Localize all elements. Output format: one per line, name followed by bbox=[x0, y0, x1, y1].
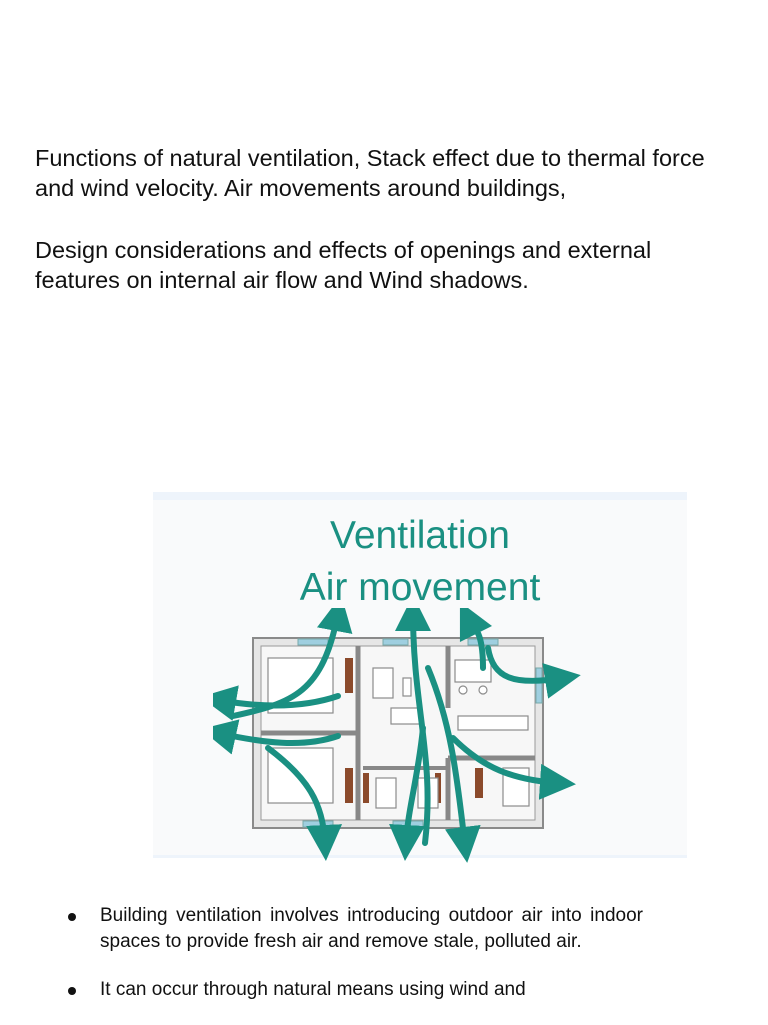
bullet-dot bbox=[68, 987, 76, 995]
list-item bbox=[63, 903, 643, 955]
intro-paragraph-1: Functions of natural ventilation, Stack effect due to thermal force and wind velocity. Air movements around buildings, bbox=[35, 145, 705, 201]
bullet-list bbox=[63, 903, 643, 1025]
figure-title-line-2: Air movement bbox=[299, 566, 541, 609]
floor-plan-illustration bbox=[213, 608, 653, 863]
bullet-text: It can occur through natural means using wind and bbox=[100, 979, 526, 1000]
bullet-text: Building ventilation involves introducing outdoor air into indoor spaces to provide fresh air and remove stale, polluted air. bbox=[100, 905, 643, 952]
ventilation-figure bbox=[153, 492, 687, 858]
figure-title-line-1: Ventilation bbox=[330, 514, 510, 557]
intro-paragraph-2: Design considerations and effects of openings and external features on internal air flow and Wind shadows. bbox=[35, 237, 652, 293]
list-item bbox=[63, 977, 643, 1003]
bullet-dot bbox=[68, 913, 76, 921]
